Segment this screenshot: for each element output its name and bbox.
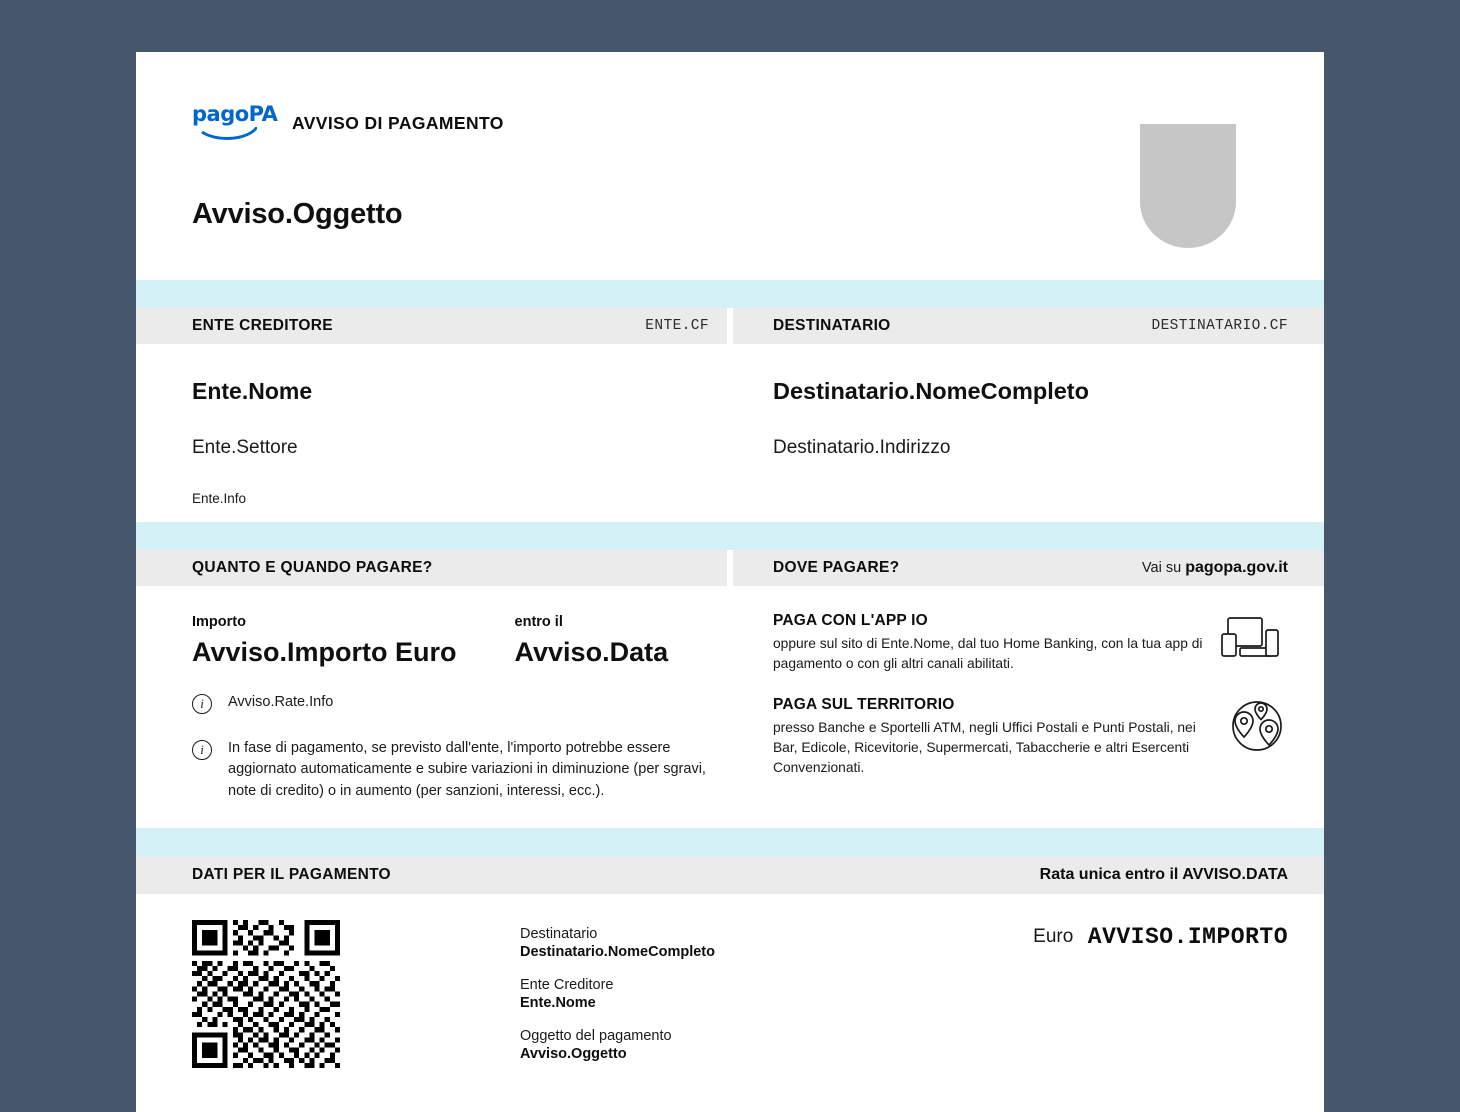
amount-value: Avviso.Importo Euro (192, 637, 457, 667)
entity-crest-placeholder (1140, 124, 1236, 248)
info-icon: i (192, 694, 212, 714)
when-header (136, 550, 727, 586)
recipient-column (733, 308, 1324, 522)
recipient-address: Destinatario.Indirizzo (772, 437, 951, 458)
website-url: pagopa.gov.it (1185, 559, 1288, 576)
creditor-info: Ente.Info (192, 491, 247, 506)
pay-app-desc: oppure sul sito di Ente.Nome, dal tuo Home Banking, con la tua app di pagamento o con gli altri canali abilitati. (772, 636, 1203, 671)
when-body (136, 586, 727, 828)
note-2-text: In fase di pagamento, se previsto dall'ente, l'importo potrebbe essere aggiornato automaticamente e subire variazioni in diminuzione (per sgravi, note di credito) o in aumento (per sanzioni, interessi, ecc.). (228, 740, 706, 799)
pagopa-logo-text: pagoPA (192, 102, 278, 126)
field-subject-label: Oggetto del pagamento (520, 1028, 672, 1045)
payment-data-fields (340, 920, 1033, 1079)
recipient-body (733, 344, 1324, 522)
page-title: Avviso.Oggetto (192, 198, 403, 230)
note-1-row (192, 692, 707, 714)
due-block (515, 614, 669, 668)
note-2-row (192, 738, 707, 802)
where-section-title: DOVE PAGARE? (772, 559, 900, 576)
pay-territory-desc: presso Banche e Sportelli ATM, negli Uffici Postali e Punti Postali, nei Bar, Edicole, Ricevitorie, Supermercati, Tabaccherie e altri Esercenti Convenzionati. (772, 720, 1196, 775)
document-type-label: AVVISO DI PAGAMENTO (292, 112, 504, 133)
when-section-title: QUANTO E QUANDO PAGARE? (192, 559, 433, 576)
due-value: Avviso.Data (514, 637, 669, 667)
creditor-fiscal-code: ENTE.CF (645, 318, 710, 334)
section-divider-2 (136, 522, 1324, 550)
field-creditor-label: Ente Creditore (520, 977, 614, 994)
due-label: entro il (514, 614, 563, 630)
note-1-text: Avviso.Rate.Info (228, 694, 334, 710)
creditor-section-title: ENTE CREDITORE (192, 317, 333, 334)
recipient-section-title: DESTINATARIO (772, 317, 891, 334)
creditor-body (136, 344, 727, 522)
payment-total (1033, 920, 1288, 1079)
brand-row (192, 104, 1268, 142)
when-column (136, 550, 727, 828)
creditor-sector: Ente.Settore (192, 437, 298, 458)
pay-territory-block (773, 696, 1294, 778)
installment-label: Rata unica entro il AVVISO.DATA (1039, 866, 1288, 884)
payment-data-section (136, 856, 1324, 1079)
parties-band (136, 308, 1324, 522)
map-pins-icon (1220, 696, 1294, 752)
amount-row (192, 614, 707, 668)
payment-band (136, 550, 1324, 828)
pay-territory-title: PAGA SUL TERRITORIO (772, 696, 955, 713)
payment-data-title: DATI PER IL PAGAMENTO (192, 866, 391, 884)
website-prefix: Vai su (1141, 560, 1182, 576)
creditor-header (136, 308, 727, 344)
amount-block (192, 614, 457, 668)
payment-data-header (136, 856, 1324, 894)
info-icon: i (192, 740, 212, 760)
pay-app-text (773, 612, 1206, 674)
currency-label: Euro (1033, 926, 1074, 948)
recipient-header (733, 308, 1324, 344)
document-header (136, 52, 1324, 280)
field-subject-value: Avviso.Oggetto (520, 1046, 627, 1063)
creditor-column (136, 308, 727, 522)
section-divider-1 (136, 280, 1324, 308)
pay-app-block (773, 612, 1294, 674)
where-column (733, 550, 1324, 828)
payment-notice-document (136, 52, 1324, 1112)
section-divider-3 (136, 828, 1324, 856)
recipient-name: Destinatario.NomeCompleto (772, 378, 1089, 404)
where-body (733, 586, 1324, 820)
field-recipient-value: Destinatario.NomeCompleto (520, 944, 715, 961)
recipient-fiscal-code: DESTINATARIO.CF (1151, 318, 1288, 334)
field-creditor-value: Ente.Nome (520, 995, 596, 1012)
website-hint (1142, 559, 1288, 577)
pay-app-title: PAGA CON L'APP IO (772, 612, 928, 629)
where-header (733, 550, 1324, 586)
total-amount-value: AVVISO.IMPORTO (1087, 924, 1288, 951)
pay-territory-text (773, 696, 1206, 778)
pagopa-logo (192, 102, 278, 142)
amount-label: Importo (192, 614, 246, 630)
pagopa-logo-swoosh (194, 120, 260, 140)
field-recipient-label: Destinatario (520, 926, 598, 943)
devices-icon (1220, 612, 1294, 668)
payment-data-body (136, 894, 1324, 1079)
qr-code (192, 920, 340, 1068)
creditor-name: Ente.Nome (192, 378, 313, 404)
